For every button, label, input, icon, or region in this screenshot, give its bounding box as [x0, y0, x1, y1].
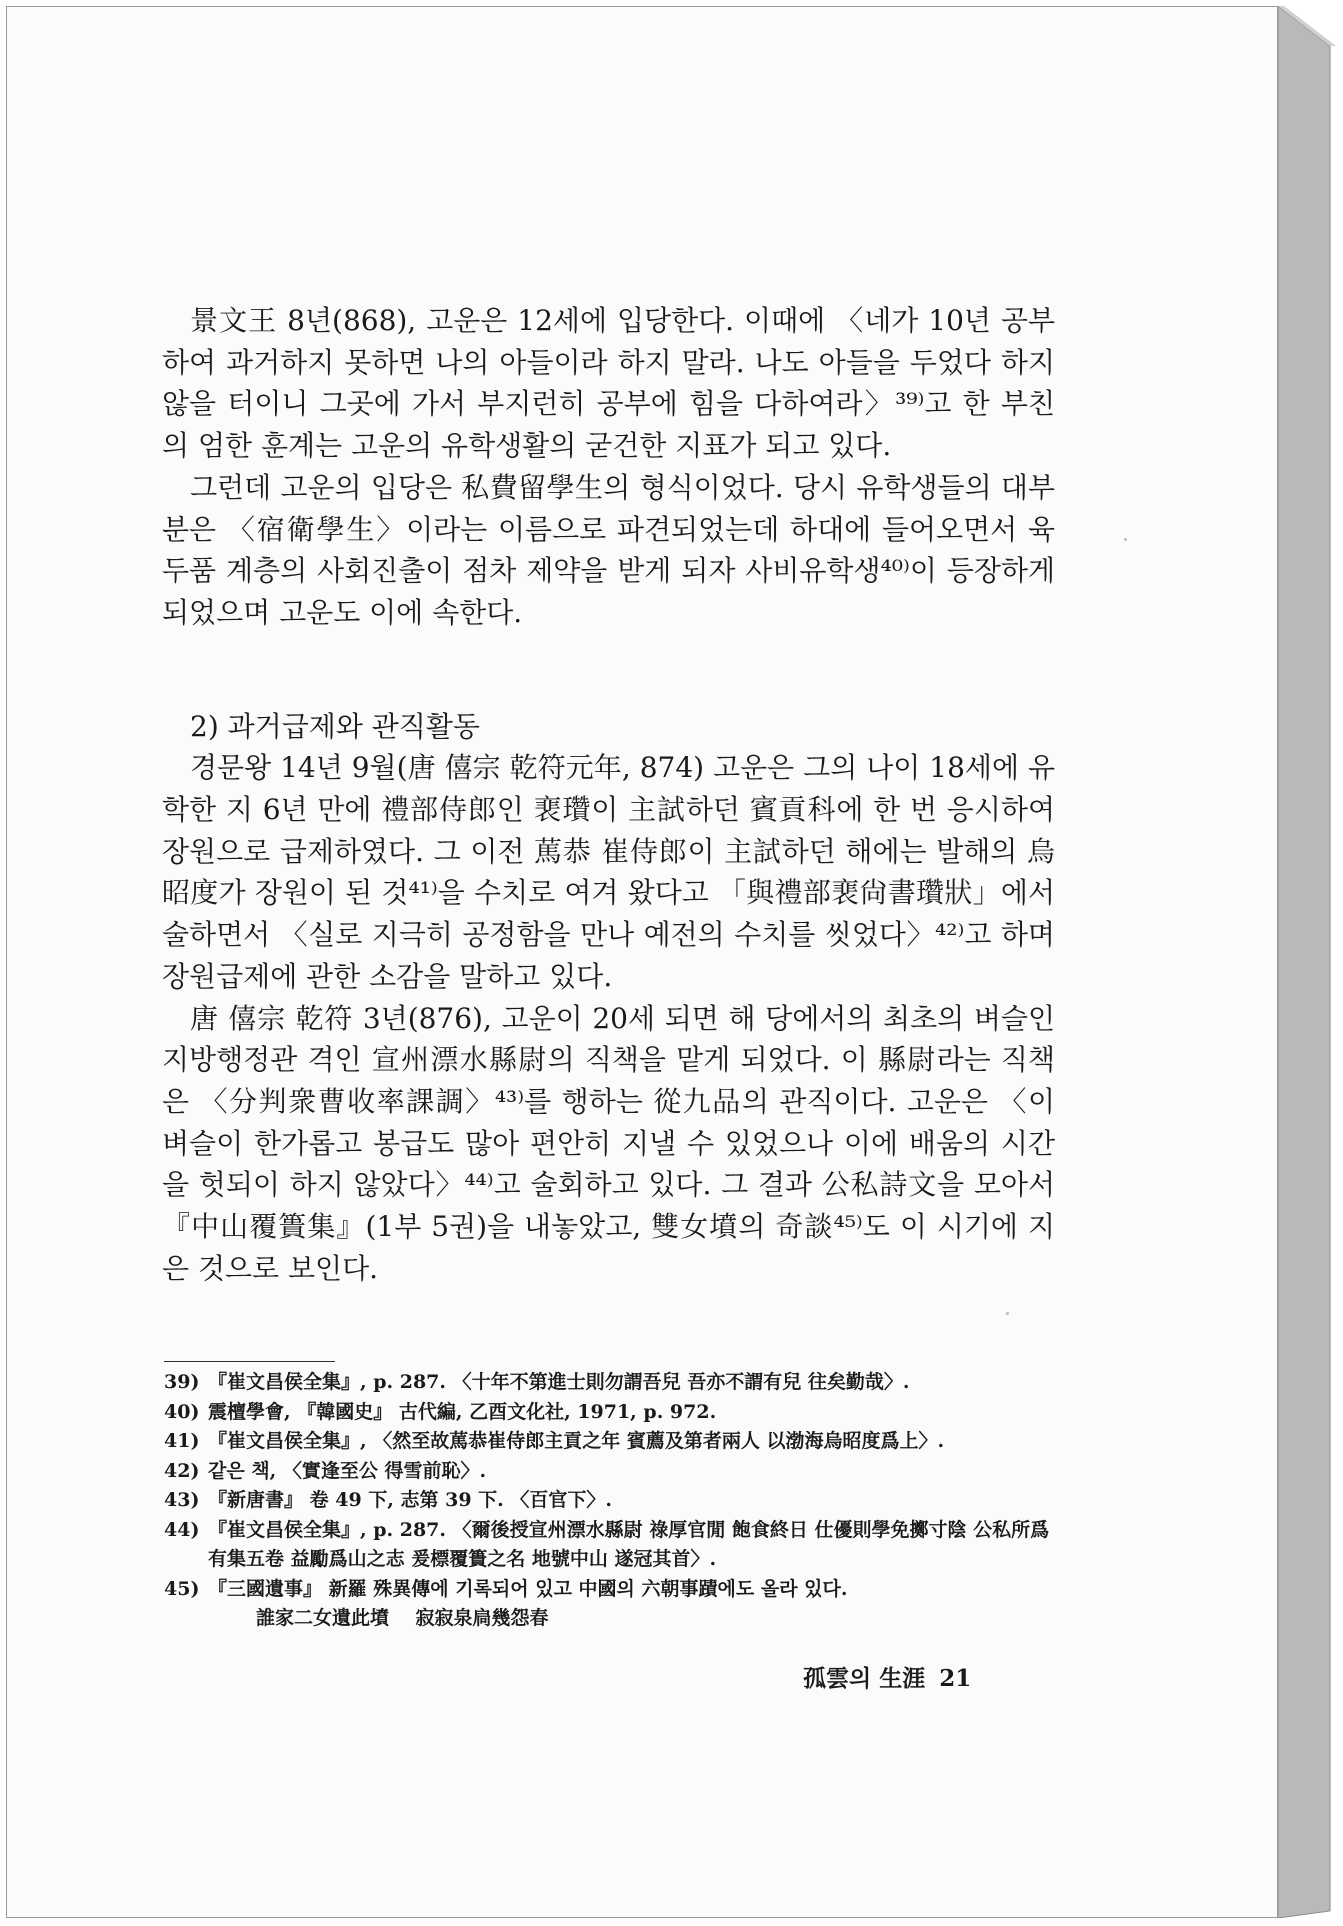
footnote-text: 『新唐書』 卷 49 下, 志第 39 下. 〈百官下〉.: [208, 1489, 613, 1511]
footnote-text: 같은 책, 〈實逢至公 得雪前恥〉.: [208, 1459, 487, 1482]
paragraph-4: 唐 僖宗 乾符 3년(876), 고운이 20세 되면 해 당에서의 최초의 벼슬인 지방행정관 격인 宣州漂水縣尉의 직책을 맡게 되었다. 이 縣尉라는 직책은 〈分判衆曹收率課調〉⁴³⁾를 행하는 從九品의 관직이다. 고운은 〈이 벼슬이 한가롭고 봉급도 많아 편안히 지낼 수 있었으나 이에 배움의 시간을 헛되이 하지 않았다〉⁴⁴⁾고 술회하고 있다. 그 결과 公私詩文을 모아서 『中山覆簣集』(1부 5권)을 내놓았고, 雙女墳의 奇談⁴⁵⁾도 이 시기에 지은 것으로 보인다.: [162, 1001, 1055, 1285]
footnote-number: 42): [164, 1459, 200, 1482]
footnote: [164, 1486, 1057, 1516]
paragraph-2: 그런데 고운의 입당은 私費留學生의 형식이었다. 당시 유학생들의 대부분은 〈宿衛學生〉이라는 이름으로 파견되었는데 하대에 들어오면서 육두품 계층의 사회진출이 점차 제약을 받게 되자 사비유학생⁴⁰⁾이 등장하게 되었으며 고운도 이에 속한다.: [162, 470, 1055, 629]
footnote: [164, 1516, 1057, 1575]
main-text: [162, 300, 1055, 1289]
footnote-text: 『崔文昌侯全集』, p. 287. 〈十年不第進士則勿謂吾兒 吾亦不謂有兒 往矣勤哉〉.: [208, 1371, 910, 1393]
footnote-text: 『三國遺事』 新羅 殊異傳에 기록되어 있고 中國의 六朝事蹟에도 올라 있다.: [208, 1577, 848, 1600]
footnote-text: 震檀學會, 『韓國史』 古代編, 乙酉文化社, 1971, p. 972.: [208, 1400, 717, 1423]
footnote-number: 39): [164, 1371, 200, 1393]
paragraph-3: 경문왕 14년 9월(唐 僖宗 乾符元年, 874) 고운은 그의 나이 18세에 유학한 지 6년 만에 禮部侍郎인 裵瓚이 主試하던 賓貢科에 한 번 응시하여 장원으로 급제하였다. 그 이전 䔍恭 崔侍郎이 主試하던 해에는 발해의 烏昭度가 장원이 된 것⁴¹⁾을 수치로 여겨 왔다고 「與禮部裵尙書瓚狀」에서 술하면서 〈실로 지극히 공정함을 만나 예전의 수치를 씻었다〉⁴²⁾고 하며 장원급제에 관한 소감을 말하고 있다.: [162, 751, 1055, 993]
section-heading: 2) 과거급제와 관직활동: [190, 709, 480, 743]
paper-speck: [1006, 1312, 1009, 1315]
footnote-number: 45): [164, 1577, 200, 1600]
poem-line: 誰家二女遺此墳 寂寂泉扃幾怨春: [256, 1607, 549, 1629]
footnote: [164, 1427, 1057, 1457]
page-number: 21: [939, 1665, 972, 1692]
footnote-text: 『崔文昌侯全集』, p. 287. 〈爾後授宣州漂水縣尉 祿厚官閒 飽食終日 仕優則學免擲寸陰 公私所爲 有集五卷 益勵爲山之志 爰標覆簣之名 地號中山 遂冠其首〉.: [208, 1518, 1050, 1570]
footnote: [164, 1575, 1057, 1605]
running-title: 孤雲의 生涯: [803, 1665, 926, 1692]
book-edge: [1278, 6, 1336, 1918]
footnote: [164, 1457, 1057, 1487]
footnote-number: 41): [164, 1430, 200, 1452]
footnote-number: 43): [164, 1489, 200, 1511]
footnote-number: 40): [164, 1400, 200, 1423]
page-footer: [803, 1660, 971, 1693]
footnote-number: 44): [164, 1518, 200, 1541]
footnote: [164, 1368, 1057, 1398]
footnote-text: 『崔文昌侯全集』, 〈然至故䔍恭崔侍郎主貢之年 賓薦及第者兩人 以渤海烏昭度爲上〉.: [208, 1430, 945, 1452]
paragraph-1: 景文王 8년(868), 고운은 12세에 입당한다. 이때에 〈네가 10년 공부하여 과거하지 못하면 나의 아들이라 하지 말라. 나도 아들을 두었다 하지 않을 터이니 그곳에 가서 부지런히 공부에 힘을 다하여라〉³⁹⁾고 한 부친의 엄한 훈계는 고운의 유학생활의 굳건한 지표가 되고 있다.: [162, 304, 1055, 463]
footnotes: [164, 1368, 1057, 1634]
footnote: [164, 1398, 1057, 1428]
paper-speck: [1124, 538, 1127, 541]
footnote-divider: [164, 1361, 335, 1362]
